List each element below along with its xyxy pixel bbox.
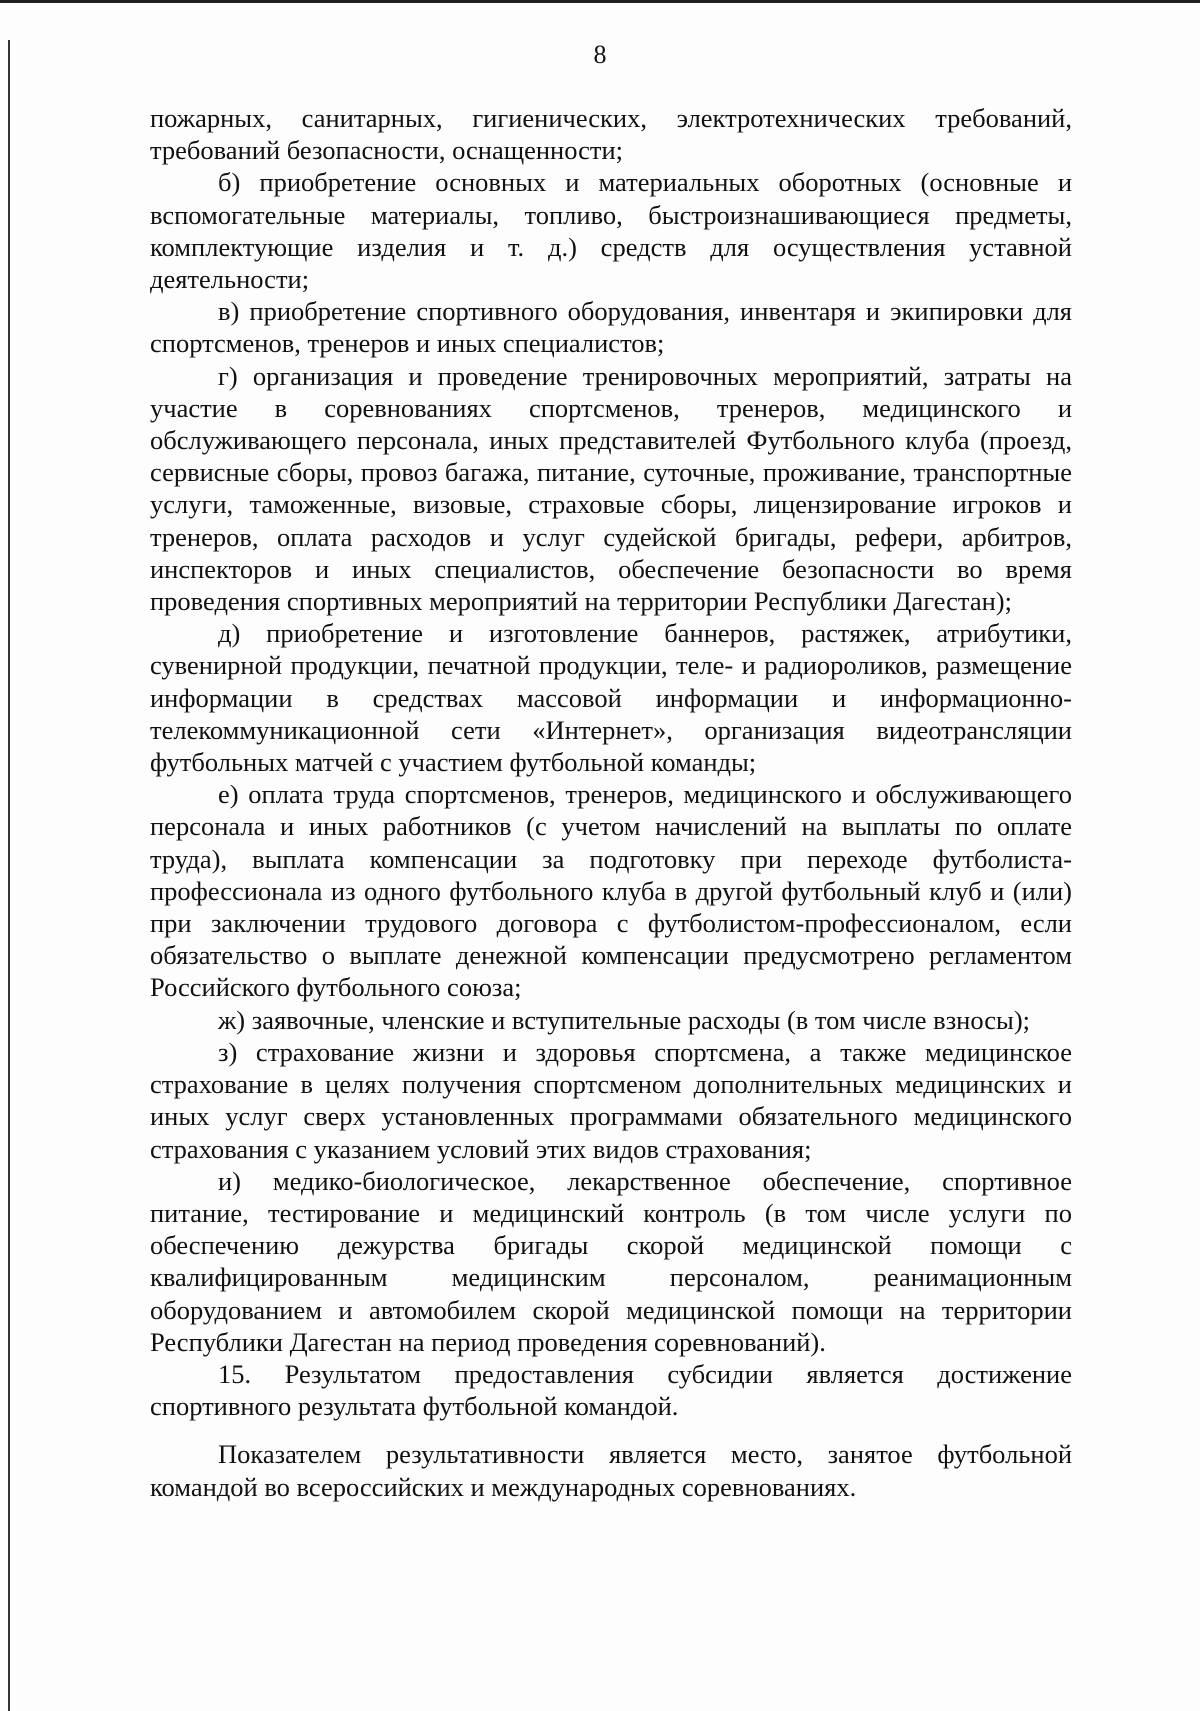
paragraph-clause-15: 15. Результатом предоставления субсидии является достижение спортивного результата футбольной командой. [150,1358,1072,1422]
paragraph-item-g: г) организация и проведение тренировочных мероприятий, затраты на участие в соревнованиях спортсменов, тренеров, медицинского и обслуживающего персонала, иных представителей Футбольного клуба (проезд, сервисные сборы, провоз багажа, питание, суточные, проживание, транспортные услуги, таможенные, визовые, страховые сборы, лицензирование игроков и тренеров, оплата расходов и услуг судейской бригады, рефери, арбитров, инспекторов и иных специалистов, обеспечение безопасности во время проведения спортивных мероприятий на территории Республики Дагестан); [150,360,1072,617]
paragraph-item-v: в) приобретение спортивного оборудования, инвентаря и экипировки для спортсменов, тренеров и иных специалистов; [150,296,1072,359]
page-number: 8 [593,40,607,69]
document-body [150,102,1072,1503]
paragraph-item-d: д) приобретение и изготовление баннеров, растяжек, атрибутики, сувенирной продукции, печатной продукции, теле- и радиороликов, размещение информации в средствах массовой информации и информационно-телекоммуникационной сети «Интернет», организация видеотрансляции футбольных матчей с участием футбольной команды; [150,618,1072,778]
paragraph-item-zh: ж) заявочные, членские и вступительные расходы (в том числе взносы); [218,1004,1031,1035]
paragraph-continuation: пожарных, санитарных, гигиенических, электротехнических требований, требований безопасности, оснащенности; [150,103,1072,166]
scan-edge-left [8,40,10,1711]
scan-edge-top [0,0,1200,3]
paragraph-item-i: и) медико-биологическое, лекарственное обеспечение, спортивное питание, тестирование и медицинский контроль (в том числе услуги по обеспечению дежурства бригады скорой медицинской помощи с квалифицированным медицинским персоналом, реанимационным оборудованием и автомобилем скорой медицинской помощи на территории Республики Дагестан на период проведения соревнований). [150,1165,1072,1357]
paragraph-item-z: з) страхование жизни и здоровья спортсмена, а также медицинское страхование в целях получения спортсменом дополнительных медицинских и иных услуг сверх установленных программами обязательного медицинского страхования с указанием условий этих видов страхования; [150,1036,1072,1164]
paragraph-item-e: е) оплата труда спортсменов, тренеров, медицинского и обслуживающего персонала и иных работников (с учетом начислений на выплаты по оплате труда), выплата компенсации за подготовку при переходе футболиста-профессионала из одного футбольного клуба в другой футбольный клуб и (или) при заключении трудового договора с футболистом-профессионалом, если обязательство о выплате денежной компенсации предусмотрено регламентом Российского футбольного союза; [150,779,1072,1003]
paragraph-indicator: Показателем результативности является место, занятое футбольной командой во всероссийских и международных соревнованиях. [150,1439,1072,1502]
paragraph-item-b: б) приобретение основных и материальных оборотных (основные и вспомогательные материалы, топливо, быстроизнашивающиеся предметы, комплектующие изделия и т. д.) средств для осуществления уставной деятельности; [150,167,1072,295]
